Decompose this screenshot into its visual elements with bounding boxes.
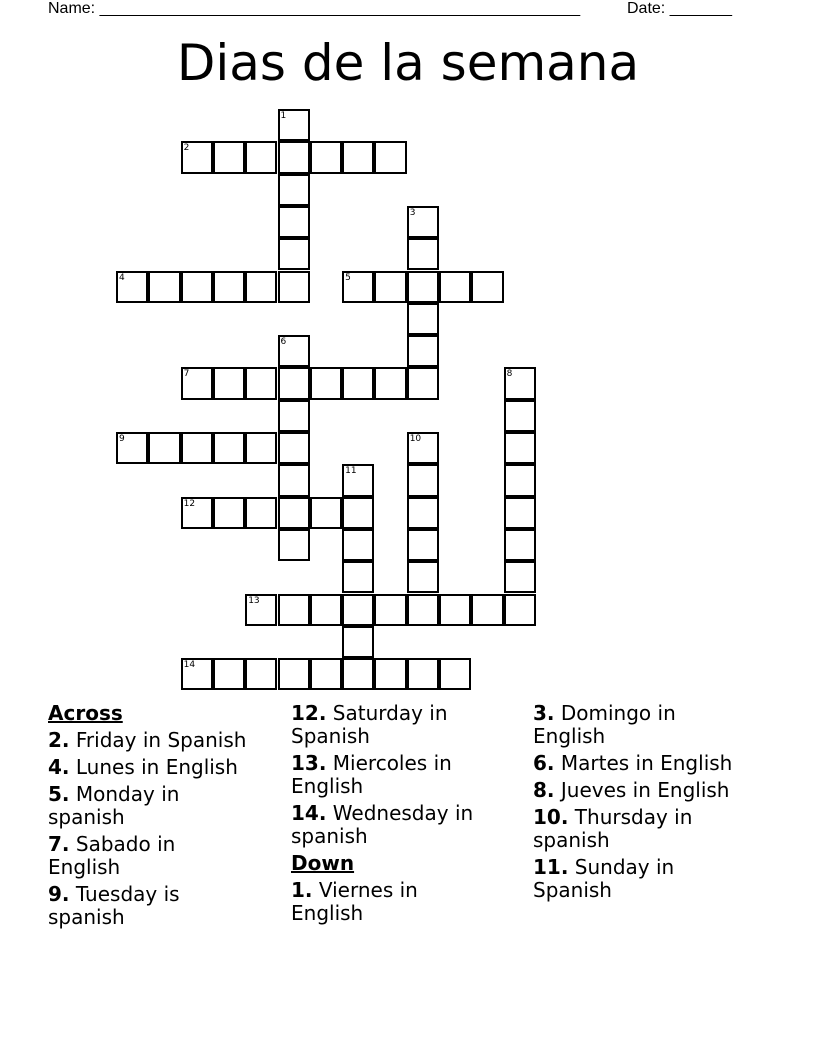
grid-cell[interactable]	[439, 658, 471, 690]
grid-cell[interactable]	[504, 529, 536, 561]
grid-cell[interactable]	[439, 594, 471, 626]
grid-cell[interactable]	[116, 432, 148, 464]
clue-down: 6. Martes in English	[533, 751, 733, 775]
grid-cell[interactable]	[213, 497, 245, 529]
grid-cell[interactable]	[148, 271, 180, 303]
grid-cell[interactable]	[148, 432, 180, 464]
grid-cell[interactable]	[245, 658, 277, 690]
date-line: _______	[669, 0, 732, 17]
grid-cell[interactable]	[181, 497, 213, 529]
clue-number: 3	[409, 207, 416, 218]
grid-cell[interactable]	[504, 367, 536, 399]
grid-cell[interactable]	[504, 497, 536, 529]
grid-cell[interactable]	[407, 529, 439, 561]
clue-across: 13. Miercoles in English	[291, 751, 452, 798]
clue-number: 12	[183, 498, 196, 509]
grid-cell[interactable]	[374, 367, 406, 399]
grid-cell[interactable]	[278, 432, 310, 464]
grid-cell[interactable]	[374, 658, 406, 690]
grid-cell[interactable]	[342, 271, 374, 303]
grid-cell[interactable]	[504, 400, 536, 432]
grid-cell[interactable]	[278, 206, 310, 238]
grid-cell[interactable]	[278, 335, 310, 367]
grid-cell[interactable]	[342, 561, 374, 593]
grid-cell[interactable]	[181, 141, 213, 173]
grid-cell[interactable]	[310, 367, 342, 399]
clue-across: 9. Tuesday is spanish	[48, 882, 180, 929]
grid-cell[interactable]	[213, 658, 245, 690]
down-heading: Down	[291, 851, 355, 875]
grid-cell[interactable]	[407, 303, 439, 335]
clue-number: 8	[506, 369, 513, 380]
grid-cell[interactable]	[407, 497, 439, 529]
grid-cell[interactable]	[278, 594, 310, 626]
grid-cell[interactable]	[278, 238, 310, 270]
grid-cell[interactable]	[245, 432, 277, 464]
across-heading: Across	[48, 701, 123, 725]
grid-cell[interactable]	[181, 432, 213, 464]
grid-cell[interactable]	[374, 594, 406, 626]
grid-cell[interactable]	[278, 271, 310, 303]
clues-column-2	[291, 702, 523, 929]
date-label: Date:	[627, 0, 666, 17]
grid-cell[interactable]	[471, 594, 503, 626]
clue-number: 10	[409, 434, 422, 444]
grid-cell[interactable]	[342, 529, 374, 561]
grid-cell[interactable]	[504, 464, 536, 496]
grid-cell[interactable]	[278, 174, 310, 206]
grid-cell[interactable]	[407, 464, 439, 496]
grid-cell[interactable]	[310, 658, 342, 690]
clue-across: 12. Saturday in Spanish	[291, 701, 448, 748]
clue-down: 3. Domingo in English	[533, 701, 676, 748]
clues-column-1	[48, 702, 280, 933]
grid-cell[interactable]	[471, 271, 503, 303]
grid-cell[interactable]	[181, 271, 213, 303]
clue-number: 11	[345, 466, 357, 477]
grid-cell[interactable]	[278, 464, 310, 496]
grid-cell[interactable]	[213, 432, 245, 464]
grid-cell[interactable]	[245, 141, 277, 173]
grid-cell[interactable]	[504, 561, 536, 593]
grid-cell[interactable]	[278, 109, 310, 141]
grid-cell[interactable]	[181, 658, 213, 690]
clue-down: 11. Sunday in Spanish	[533, 855, 675, 902]
grid-cell[interactable]	[374, 271, 406, 303]
grid-cell[interactable]	[374, 141, 406, 173]
grid-cell[interactable]	[407, 206, 439, 238]
clue-number: 2	[183, 143, 190, 154]
grid-cell[interactable]	[278, 367, 310, 399]
grid-cell[interactable]	[278, 497, 310, 529]
grid-cell[interactable]	[310, 141, 342, 173]
clue-across: 2. Friday in Spanish	[48, 728, 247, 752]
clue-number: 14	[183, 660, 196, 671]
page-title: Dias de la semana	[176, 34, 640, 92]
name-line: ______________________________________________________	[99, 0, 581, 17]
clue-number: 5	[345, 272, 351, 283]
grid-cell[interactable]	[342, 497, 374, 529]
clue-across: 5. Monday in spanish	[48, 782, 180, 829]
grid-cell[interactable]	[213, 367, 245, 399]
clue-across: 14. Wednesday in spanish	[291, 801, 474, 848]
grid-cell[interactable]	[245, 271, 277, 303]
grid-cell[interactable]	[407, 271, 439, 303]
grid-cell[interactable]	[407, 561, 439, 593]
clue-number: 13	[248, 595, 260, 606]
grid-cell[interactable]	[407, 594, 439, 626]
grid-cell[interactable]	[439, 271, 471, 303]
clue-number: 6	[280, 337, 287, 348]
grid-cell[interactable]	[407, 367, 439, 399]
grid-cell[interactable]	[407, 335, 439, 367]
name-field[interactable]	[48, 0, 580, 18]
clue-number: 7	[183, 369, 190, 380]
grid-cell[interactable]	[342, 141, 374, 173]
clue-number: 4	[119, 272, 125, 283]
grid-cell[interactable]	[504, 594, 536, 626]
grid-cell[interactable]	[342, 367, 374, 399]
grid-cell[interactable]	[278, 141, 310, 173]
grid-cell[interactable]	[342, 594, 374, 626]
clue-number: 9	[119, 434, 125, 444]
grid-cell[interactable]	[116, 271, 148, 303]
grid-cell[interactable]	[245, 594, 277, 626]
grid-cell[interactable]	[310, 497, 342, 529]
clues-column-3	[533, 702, 765, 906]
name-label: Name:	[48, 0, 96, 17]
clue-number: 1	[280, 111, 287, 121]
grid-cell[interactable]	[407, 238, 439, 270]
grid-cell[interactable]	[278, 529, 310, 561]
clue-down: 8. Jueves in English	[533, 778, 730, 802]
grid-cell[interactable]	[407, 432, 439, 464]
grid-cell[interactable]	[310, 594, 342, 626]
grid-cell[interactable]	[278, 400, 310, 432]
grid-cell[interactable]	[213, 271, 245, 303]
grid-cell[interactable]	[342, 658, 374, 690]
clue-across: 4. Lunes in English	[48, 755, 238, 779]
grid-cell[interactable]	[245, 497, 277, 529]
clue-down: 1. Viernes in English	[291, 878, 418, 925]
grid-cell[interactable]	[278, 658, 310, 690]
grid-cell[interactable]	[342, 626, 374, 658]
date-field[interactable]	[627, 0, 732, 18]
grid-cell[interactable]	[504, 432, 536, 464]
grid-cell[interactable]	[213, 141, 245, 173]
grid-cell[interactable]	[245, 367, 277, 399]
clue-across: 7. Sabado in English	[48, 832, 176, 879]
grid-cell[interactable]	[342, 464, 374, 496]
clue-down: 10. Thursday in spanish	[533, 805, 693, 852]
grid-cell[interactable]	[407, 658, 439, 690]
grid-cell[interactable]	[181, 367, 213, 399]
